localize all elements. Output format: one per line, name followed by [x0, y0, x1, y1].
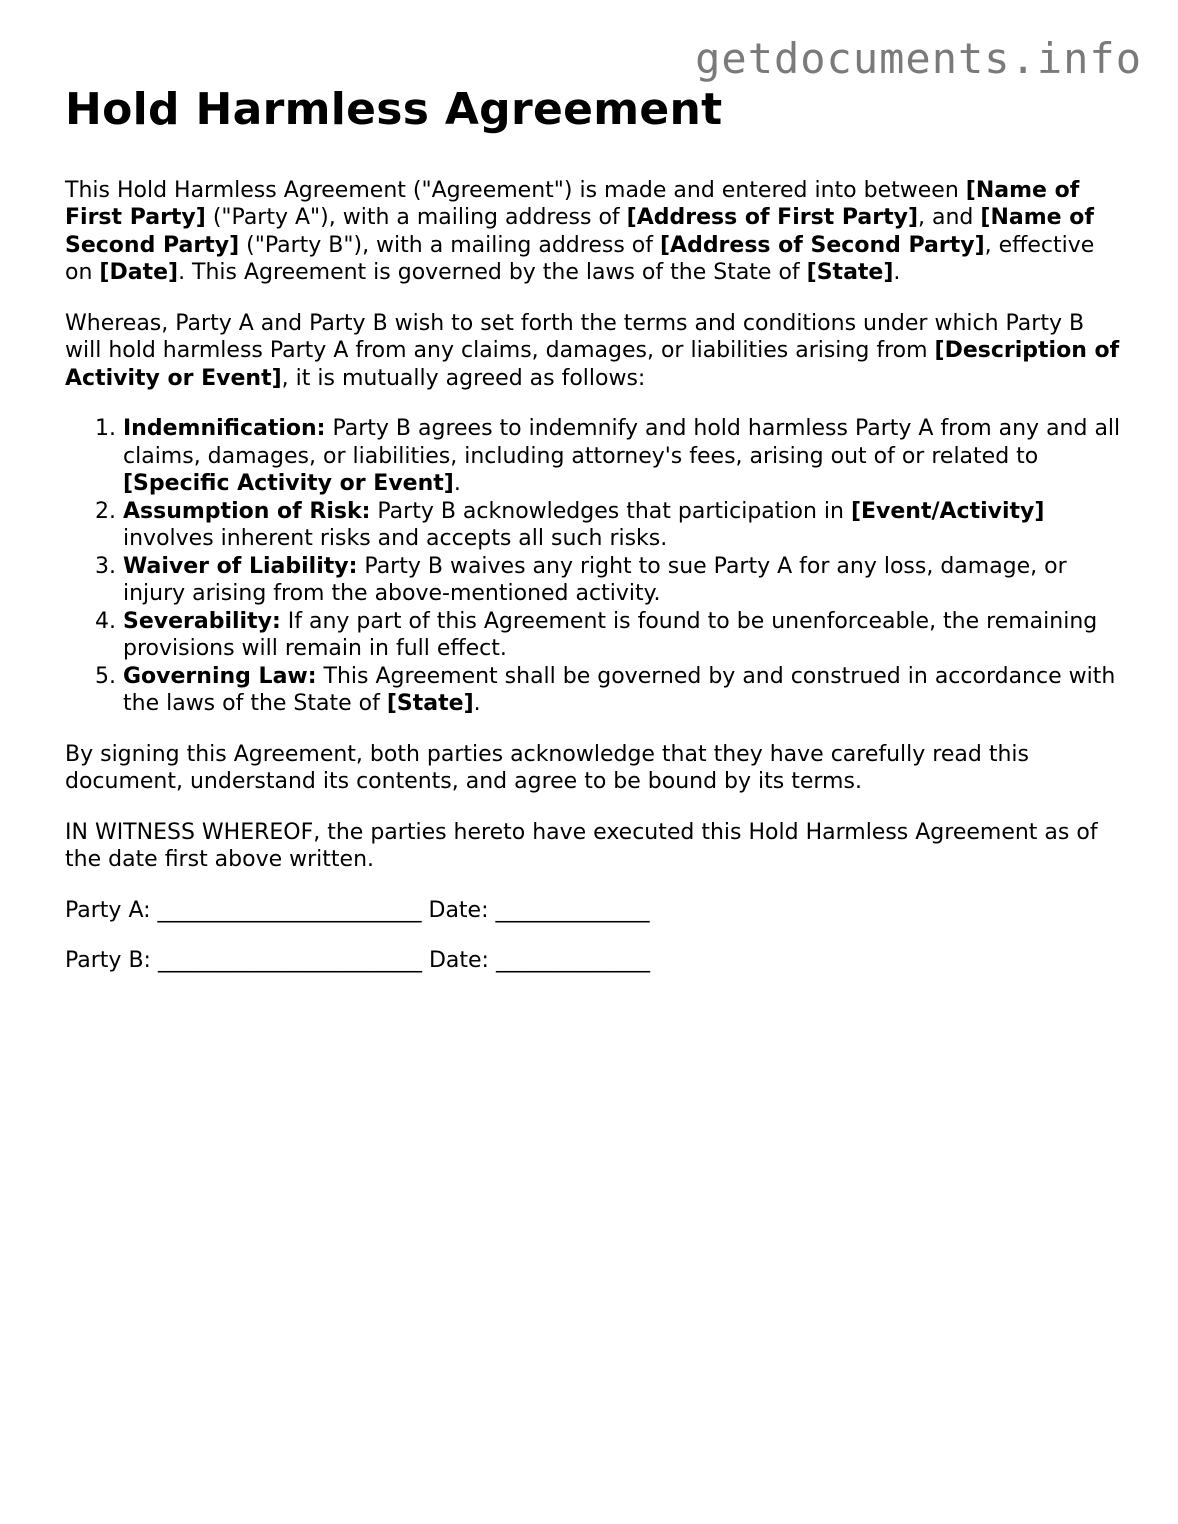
acknowledgement-paragraph: By signing this Agreement, both parties acknowledge that they have carefully read this document, understand its contents, and agree to be bound by its terms.	[65, 741, 1029, 795]
terms-list	[65, 415, 1125, 718]
signature-blank[interactable]: ________________________	[157, 948, 422, 974]
effective-date-placeholder: [Date]	[99, 260, 179, 286]
whereas-paragraph: Whereas, Party A and Party B wish to set forth the terms and conditions under which Party B will hold harmless Party A from any claims, damages, or liabilities arising from [Description of Activity or Event], it is mutually agreed as follows:	[65, 310, 1120, 391]
witness-paragraph: IN WITNESS WHEREOF, the parties hereto have executed this Hold Harmless Agreement as of the date first above written.	[65, 819, 1098, 873]
date-label: Date:	[421, 948, 496, 974]
signature-blank[interactable]: ________________________	[157, 897, 422, 923]
activity-description-placeholder: [Description of Activity or Event]	[65, 338, 1120, 391]
document-page	[65, 84, 1125, 998]
document-title: Hold Harmless Agreement	[65, 84, 723, 135]
second-party-address-placeholder: [Address of Second Party]	[659, 232, 985, 258]
state-placeholder: [State]	[806, 260, 894, 286]
term-item-severability: 4. Severability: If any part of this Agreement is found to be unenforceable, the remaining provisions will remain in full effect.	[123, 608, 1125, 663]
signature-label: Party A:	[65, 897, 158, 923]
date-blank[interactable]: ______________	[495, 948, 650, 974]
term-item-assumption-of-risk: 2. Assumption of Risk: Party B acknowledges that participation in [Event/Activity] involves inherent risks and accepts all such risks.	[123, 498, 1125, 553]
signature-line-party-b	[65, 947, 1125, 975]
date-blank[interactable]: ______________	[495, 897, 650, 923]
second-party-name-placeholder: [Name of Second Party]	[65, 205, 1094, 258]
intro-paragraph: This Hold Harmless Agreement ("Agreement") is made and entered into between [Name of First Party] ("Party A"), with a mailing address of [Address of First Party], and [Name of Second Party] ("Party B"), with a mailing address of [Address of Second Party], effective on [Date]. This Agreement is governed by the laws of the State of [State].	[65, 177, 1095, 286]
term-item-governing-law: 5. Governing Law: This Agreement shall be governed by and construed in accordance with the laws of the State of [State].	[123, 663, 1125, 718]
first-party-name-placeholder: [Name of First Party]	[65, 177, 1080, 231]
watermark-text: getdocuments.info	[695, 34, 1142, 83]
signature-label: Party B:	[65, 948, 158, 974]
term-item-waiver-of-liability: 3. Waiver of Liability: Party B waives any right to sue Party A for any loss, damage, or injury arising from the above-mentioned activity.	[123, 553, 1125, 608]
date-label: Date:	[421, 897, 496, 923]
first-party-address-placeholder: [Address of First Party]	[626, 205, 919, 231]
signature-line-party-a	[65, 897, 1125, 925]
term-item-indemnification: 1. Indemnification: Party B agrees to indemnify and hold harmless Party A from any and all claims, damages, or liabilities, including attorney's fees, arising out of or related to [Specific Activity or Event].	[123, 415, 1125, 498]
